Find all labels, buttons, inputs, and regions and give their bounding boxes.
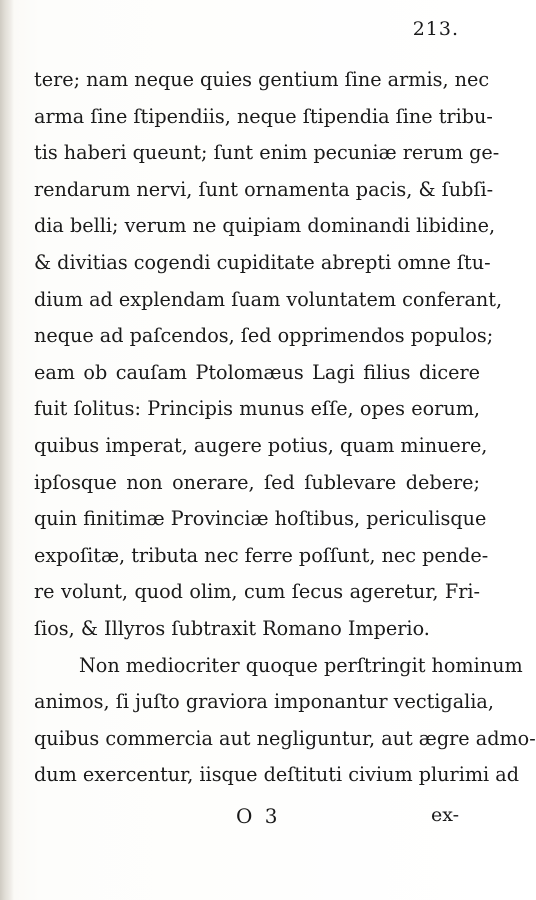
text-line: fuit ſolitus: Principis munus eſſe, opes eorum, (34, 397, 480, 421)
text-line: eam ob cauſam Ptolomæus Lagi filius dicere (34, 360, 480, 384)
page-number: 213. (412, 18, 459, 40)
text-line: neque ad paſcendos, ſed opprimendos populos; (34, 324, 494, 348)
text-line: re volunt, quod olim, cum ſecus ageretur, Fri- (34, 580, 480, 604)
text-line: animos, ſi juſto graviora imponantur vectigalia, (34, 690, 494, 714)
text-line: ſios, & Illyros ſubtraxit Romano Imperio. (34, 616, 430, 640)
signature-mark: O 3 (236, 804, 281, 828)
text-line: tere; nam neque quies gentium ſine armis, nec (34, 68, 490, 91)
text-line: rendarum nervi, ſunt ornamenta pacis, & ſubſi- (34, 177, 494, 201)
text-line: dium ad explendam ſuam voluntatem conferant, (34, 287, 503, 311)
text-line: tis haberi queunt; ſunt enim pecuniæ rerum ge- (34, 141, 500, 165)
text-line: ipſosque non onerare, ſed ſublevare debere; (34, 470, 480, 494)
text-line: quibus imperat, augere potius, quam minuere, (34, 433, 488, 457)
text-line: arma ſine ſtipendiis, neque ſtipendia ſine tribu- (34, 104, 493, 128)
paragraph-1 (34, 62, 503, 648)
text-line: expoſitæ, tributa nec ferre poſſunt, nec pende- (34, 543, 489, 567)
catchword: ex- (430, 804, 459, 826)
paragraph-2 (34, 648, 536, 794)
text-line: quibus commercia aut negliguntur, aut ægre admo- (34, 726, 536, 750)
text-line: dia belli; verum ne quipiam dominandi libidine, (34, 214, 496, 238)
text-line: dum exercentur, iisque deſtituti civium plurimi ad (34, 763, 519, 787)
text-line: & divitias cogendi cupiditate abrepti omne ſtu- (34, 250, 491, 274)
text-line: quin finitimæ Provinciæ hoſtibus, periculisque (34, 507, 487, 531)
binding-shadow (0, 0, 14, 900)
text-line: Non mediocriter quoque perſtringit hominum (79, 653, 523, 677)
body-text (34, 62, 536, 794)
